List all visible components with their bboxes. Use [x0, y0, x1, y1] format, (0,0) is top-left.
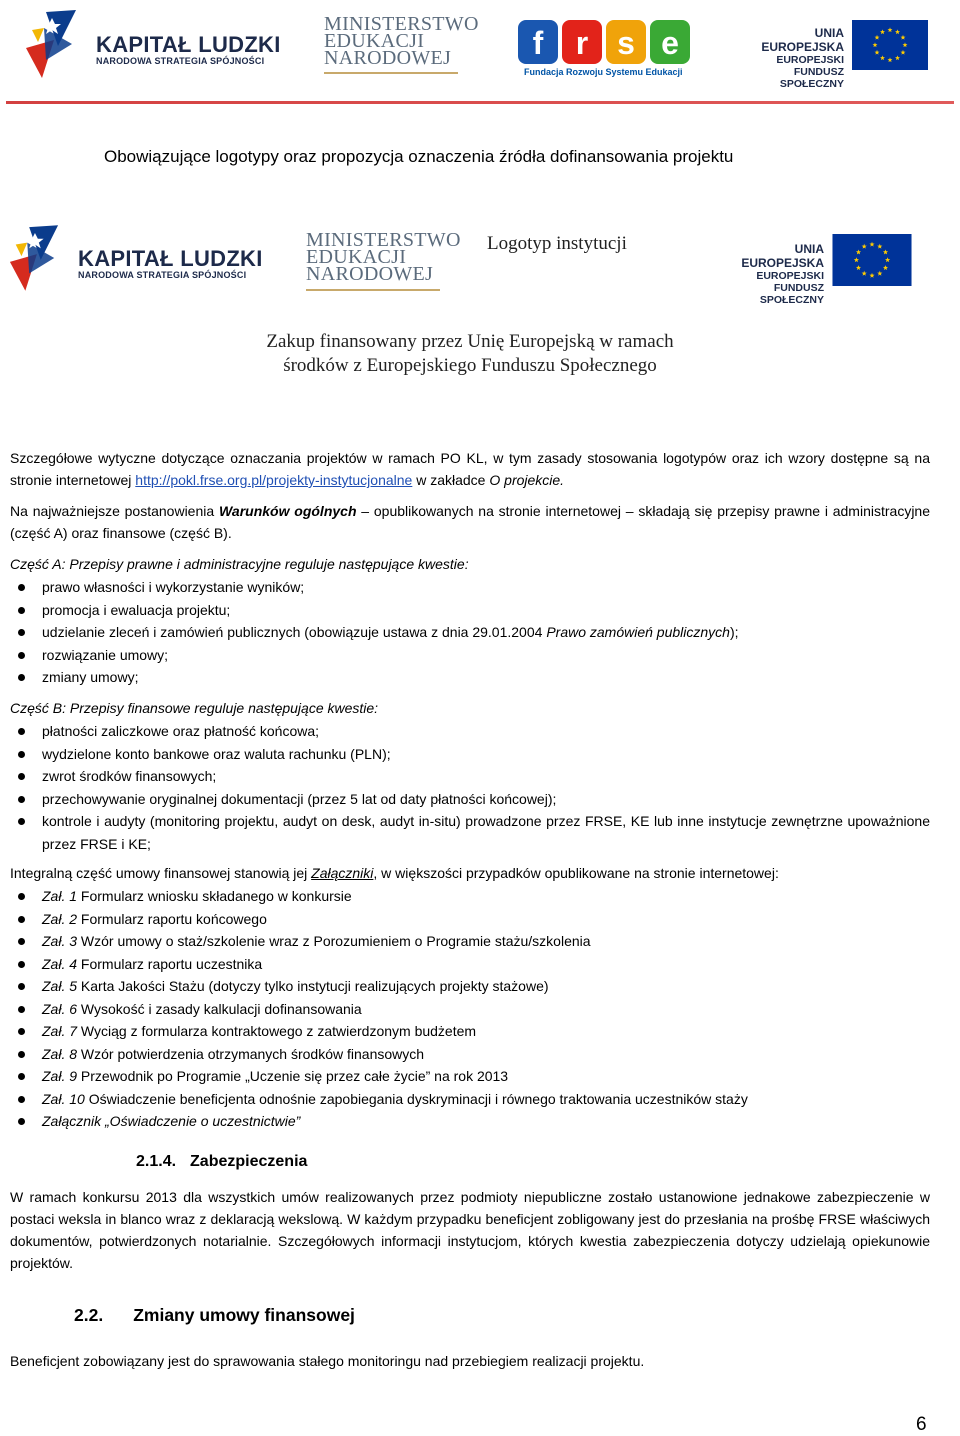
frse-subtitle: Fundacja Rozwoju Systemu Edukacji [524, 67, 683, 77]
sample-ministry-line-2: EDUKACJI [306, 246, 407, 268]
eu-line-2: EUROPEJSKI [776, 54, 844, 66]
sample-eu-line-1: UNIA EUROPEJSKA [741, 242, 824, 270]
kapital-ludzki-subtitle: NARODOWA STRATEGIA SPÓJNOŚCI [96, 56, 265, 66]
list-item: Zał. 6 Wysokość i zasady kalkulacji dofinansowania [10, 998, 930, 1021]
sample-ministry-line-3: NARODOWEJ [306, 263, 434, 285]
partB-heading: Część B: Przepisy finansowe reguluje następujące kwestie: [10, 700, 379, 716]
ministry-line-3: NARODOWEJ [324, 47, 452, 69]
svg-text:r: r [575, 25, 589, 61]
list-item: wydzielone konto bankowe oraz waluta rachunku (PLN); [10, 743, 930, 766]
section-22-text: Beneficjent zobowiązany jest do sprawowania stałego monitoringu nad przebiegiem realizacji projektu. [10, 1353, 645, 1369]
sample-ministry-line-1: MINISTERSTWO [306, 229, 461, 251]
conditions-text-tail: – opublikowanych na stronie internetowej – składają się przepisy prawne i administracyjne (część A) oraz finansowe (część B). [10, 503, 930, 541]
institution-logo-placeholder: Logotyp instytucji [487, 233, 627, 254]
section-214-number: 2.1.4. [136, 1153, 177, 1170]
guidelines-text: Szczegółowe wytyczne dotyczące oznaczania projektów w ramach PO KL, w tym zasady stosowania logotypów oraz ich wzory dostępne są na stronie internetowej [10, 450, 930, 488]
section-214-heading [136, 1153, 307, 1171]
section-22-number: 2.2. [74, 1305, 104, 1325]
svg-text:s: s [617, 25, 635, 61]
eu-text-block [740, 26, 844, 90]
sample-kapital-subtitle: NARODOWA STRATEGIA SPÓJNOŚCI [78, 270, 247, 280]
header-rule [6, 101, 954, 104]
ministry-line-1: MINISTERSTWO [324, 13, 479, 35]
ministry-line-2: EDUKACJI [324, 30, 425, 52]
sample-kapital-title: KAPITAŁ LUDZKI [78, 246, 263, 271]
partA-heading: Część A: Przepisy prawne i administracyjne reguluje następujące kwestie: [10, 556, 469, 572]
ministry-logo [324, 13, 479, 69]
paragraph-guidelines [10, 447, 930, 491]
svg-text:e: e [661, 25, 679, 61]
partB-list [10, 720, 930, 855]
sample-eu-flag-icon [832, 234, 912, 286]
list-item: przechowywanie oryginalnej dokumentacji (przez 5 lat od daty płatności końcowej); [10, 788, 930, 811]
annex-list [10, 885, 930, 1133]
guidelines-section: O projekcie. [489, 472, 565, 488]
kapital-ludzki-emblem-icon [24, 8, 78, 80]
list-item: udzielanie zleceń i zamówień publicznych (obowiązuje ustawa z dnia 29.01.2004 Prawo zamówień publicznych); [10, 621, 930, 644]
section-214-text: W ramach konkursu 2013 dla wszystkich umów realizowanych przez podmioty niepubliczne zostało ustanowione jednakowe zabezpieczenie w postaci weksla in blanco wraz z deklaracją wekslową. W każdym przypadku beneficjent zobligowany jest do przesłania na prośbę FRSE właściwych dokumentów, potwierdzonych notarialnie. Szczegółowych informacji instytucjom, których kwestia zabezpieczenia dotyczy udzielają opiekunowie projektów. [10, 1189, 930, 1271]
page-title: Obowiązujące logotypy oraz propozycja oznaczenia źródła dofinansowania projektu [104, 147, 734, 166]
funding-line-1: Zakup finansowany przez Unię Europejską w ramach [266, 331, 674, 352]
guidelines-text-tail: w zakładce [412, 472, 490, 488]
svg-text:f: f [532, 25, 544, 61]
list-item: rozwiązanie umowy; [10, 644, 930, 667]
section-22-title: Zmiany umowy finansowej [133, 1305, 355, 1325]
sample-kapital-emblem-icon [8, 222, 60, 294]
sample-ministry-underline [306, 289, 440, 291]
ministry-underline [324, 72, 458, 74]
conditions-text: Na najważniejsze postanowienia [10, 503, 219, 519]
list-item: prawo własności i wykorzystanie wyników; [10, 576, 930, 599]
eu-line-3: FUNDUSZ SPOŁECZNY [779, 66, 844, 90]
list-item: Załącznik „Oświadczenie o uczestnictwie” [10, 1110, 930, 1133]
section-22-heading [74, 1305, 355, 1326]
kapital-ludzki-title: KAPITAŁ LUDZKI [96, 32, 281, 57]
list-item: Zał. 5 Karta Jakości Stażu (dotyczy tylko instytucji realizujących projekty stażowe) [10, 975, 930, 998]
frse-logo-icon [516, 14, 692, 66]
list-item: płatności zaliczkowe oraz płatność końcowa; [10, 720, 930, 743]
list-item: Zał. 3 Wzór umowy o staż/szkolenie wraz z Porozumieniem o Programie stażu/szkolenia [10, 930, 930, 953]
list-item: Zał. 1 Formularz wniosku składanego w konkursie [10, 885, 930, 908]
sample-eu-line-2: EUROPEJSKI [756, 270, 824, 282]
section-214-title: Zabezpieczenia [190, 1153, 308, 1170]
eu-flag-icon [852, 20, 928, 70]
list-item: Zał. 9 Przewodnik po Programie „Uczenie się przez całe życie” na rok 2013 [10, 1065, 930, 1088]
eu-line-1: UNIA EUROPEJSKA [761, 26, 844, 54]
list-item: Zał. 4 Formularz raportu uczestnika [10, 953, 930, 976]
list-item: zmiany umowy; [10, 666, 930, 689]
list-item: Zał. 8 Wzór potwierdzenia otrzymanych środków finansowych [10, 1043, 930, 1066]
funding-line-2: środków z Europejskiego Funduszu Społecznego [283, 355, 657, 376]
list-item: kontrole i audyty (monitoring projektu, audyt on desk, audyt in-situ) prowadzone przez FRSE, KE lub inne instytucje zewnętrzne upoważnione przez FRSE i KE; [10, 810, 930, 855]
sample-ministry-logo [306, 229, 461, 285]
list-item: Zał. 10 Oświadczenie beneficjenta odnośnie zapobiegania dyskryminacji i równego traktowania uczestników staży [10, 1088, 930, 1111]
sample-eu-line-3: FUNDUSZ SPOŁECZNY [759, 282, 824, 306]
paragraph-conditions [10, 500, 930, 544]
list-item: promocja i ewaluacja projektu; [10, 599, 930, 622]
annexes-link[interactable]: Załączniki [311, 865, 374, 881]
page-number: 6 [916, 1414, 927, 1435]
list-item: Zał. 7 Wyciąg z formularza kontraktowego z zatwierdzonym budżetem [10, 1020, 930, 1043]
conditions-bold: Warunków ogólnych [218, 503, 357, 519]
header-logo-bar [0, 0, 960, 104]
guidelines-link[interactable]: http://pokl.frse.org.pl/projekty-instytucjonalne [135, 472, 413, 488]
partA-list [10, 576, 930, 689]
annex-intro: Integralną część umowy finansowej stanowią jej Załączniki, w większości przypadków opublikowane na stronie internetowej: [10, 865, 779, 881]
sample-eu-text-block [718, 242, 824, 306]
list-item: zwrot środków finansowych; [10, 765, 930, 788]
list-item: Zał. 2 Formularz raportu końcowego [10, 908, 930, 931]
